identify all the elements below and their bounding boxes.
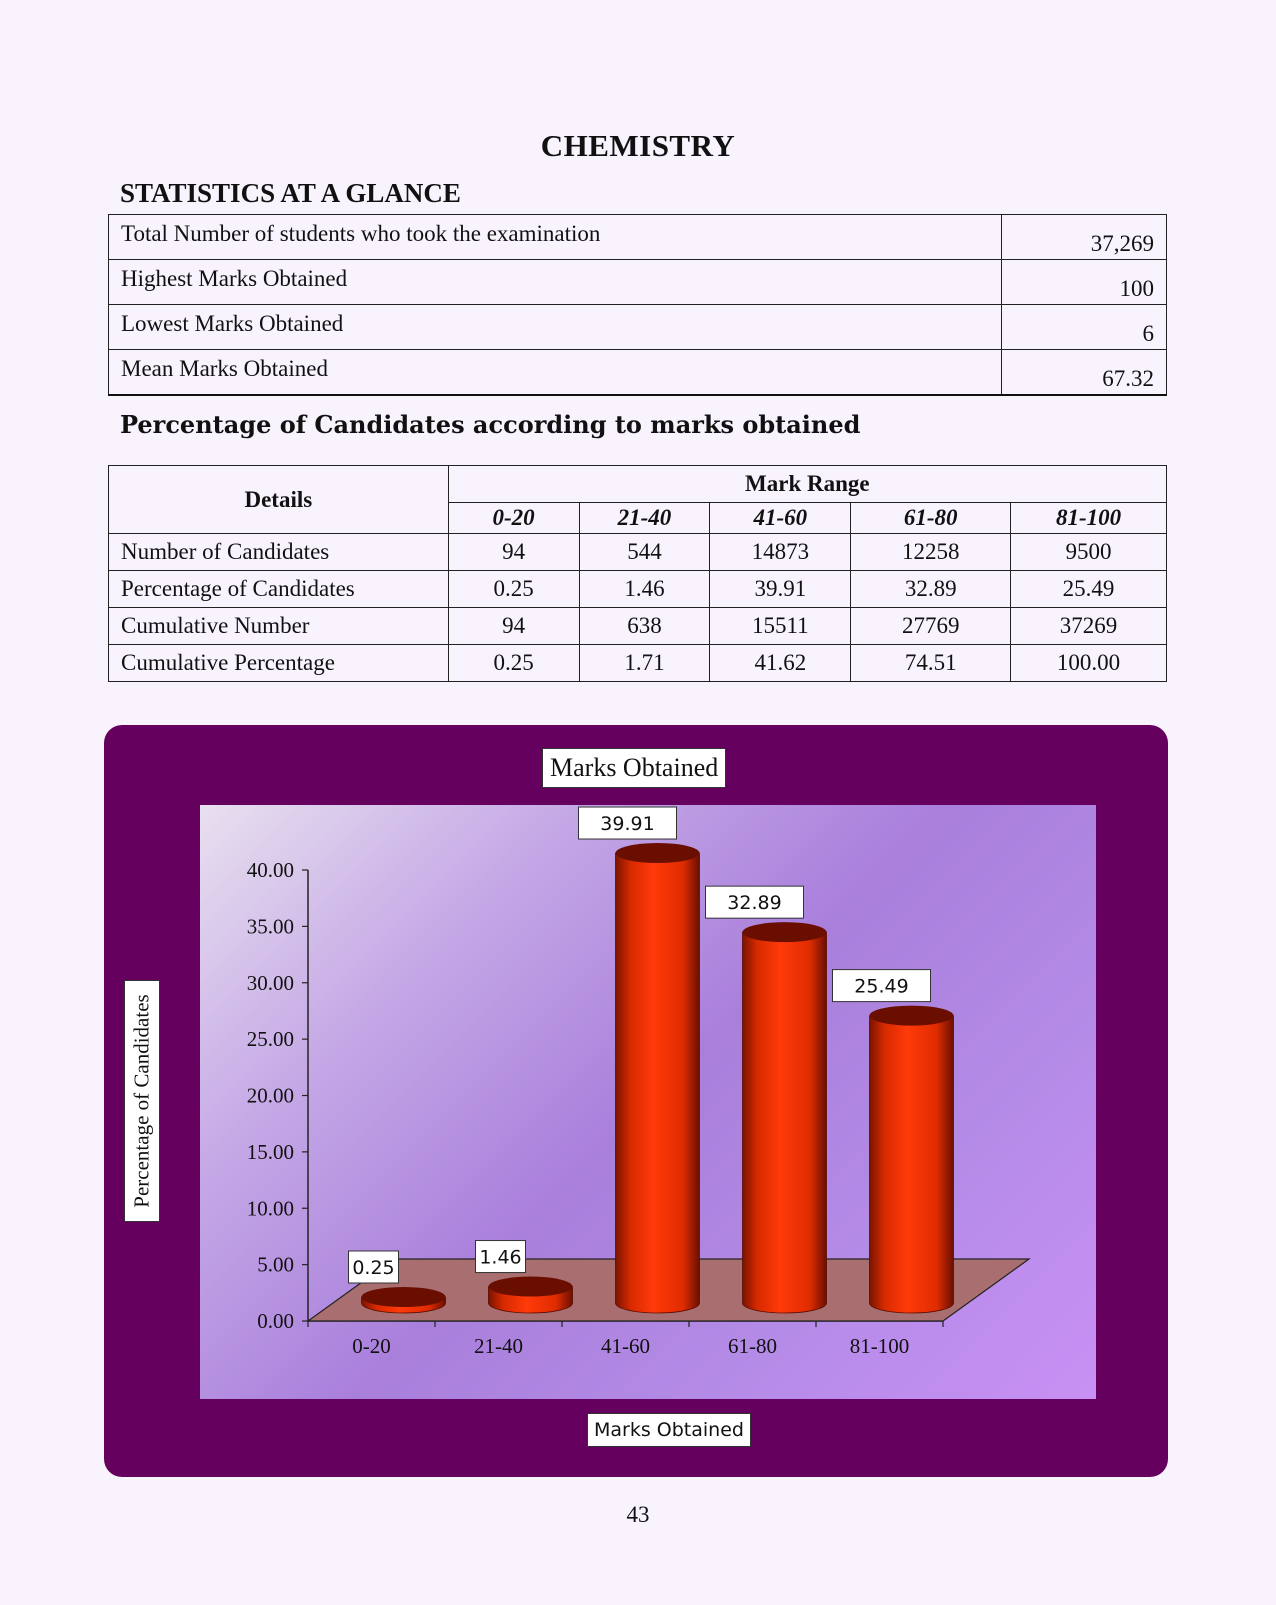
bar	[743, 932, 827, 1313]
range-header: 21-40	[579, 503, 710, 534]
y-tick-label: 10.00	[246, 1196, 294, 1221]
y-axis-label-text: Percentage of Candidates	[129, 994, 154, 1208]
range-header: 81-100	[1011, 503, 1167, 534]
stat-value: 37,269	[1002, 215, 1167, 260]
bar-chart	[104, 725, 1168, 1477]
section-title: STATISTICS AT A GLANCE	[120, 178, 461, 208]
stat-label: Total Number of students who took the examination	[109, 215, 1002, 260]
table-row	[109, 260, 1167, 305]
stat-value: 6	[1002, 305, 1167, 350]
table-row	[109, 534, 1167, 571]
bar	[616, 853, 700, 1313]
stat-value: 100	[1002, 260, 1167, 305]
table-cell: 1.71	[579, 645, 710, 682]
table-cell: 27769	[851, 608, 1011, 645]
table-cell: 94	[448, 608, 579, 645]
table-row	[109, 571, 1167, 608]
x-tick-label: 0-20	[352, 1334, 391, 1358]
table-row	[109, 608, 1167, 645]
table-cell: 0.25	[448, 645, 579, 682]
table-cell: 74.51	[851, 645, 1011, 682]
stat-label: Mean Marks Obtained	[109, 350, 1002, 396]
table-cell: 1.46	[579, 571, 710, 608]
row-label: Cumulative Percentage	[109, 645, 449, 682]
table-cell: 12258	[851, 534, 1011, 571]
bar-top	[489, 1277, 573, 1297]
chart-panel	[104, 725, 1168, 1477]
mark-range-header: Mark Range	[448, 466, 1166, 503]
table-cell: 0.25	[448, 571, 579, 608]
y-tick-label: 0.00	[257, 1309, 294, 1333]
row-label: Number of Candidates	[109, 534, 449, 571]
data-label: 32.89	[727, 892, 782, 915]
x-tick-label: 81-100	[849, 1334, 910, 1358]
y-tick-label: 35.00	[246, 914, 294, 939]
table-cell: 14873	[710, 534, 851, 571]
table-cell: 41.62	[710, 645, 851, 682]
data-label: 39.91	[600, 813, 655, 836]
bar-top	[870, 1006, 954, 1026]
y-tick-label: 30.00	[246, 970, 294, 995]
row-label: Cumulative Number	[109, 608, 449, 645]
table-cell: 638	[579, 608, 710, 645]
table-cell: 9500	[1011, 534, 1167, 571]
y-tick-label: 15.00	[246, 1139, 294, 1164]
y-tick-label: 25.00	[246, 1027, 294, 1052]
range-header: 0-20	[448, 503, 579, 534]
table-row	[109, 215, 1167, 260]
table-cell: 37269	[1011, 608, 1167, 645]
table-cell: 94	[448, 534, 579, 571]
row-label: Percentage of Candidates	[109, 571, 449, 608]
table-cell: 32.89	[851, 571, 1011, 608]
table-row	[109, 305, 1167, 350]
y-tick-label: 5.00	[257, 1252, 294, 1277]
data-label: 1.46	[479, 1246, 522, 1269]
x-tick-label: 21-40	[474, 1334, 523, 1358]
page-title: CHEMISTRY	[540, 128, 736, 163]
range-header: 61-80	[851, 503, 1011, 534]
subsection-title: Percentage of Candidates according to marks obtained	[120, 410, 861, 439]
range-header: 41-60	[710, 503, 851, 534]
bar	[870, 1016, 954, 1313]
table-cell: 25.49	[1011, 571, 1167, 608]
table-cell: 39.91	[710, 571, 851, 608]
y-tick-label: 20.00	[246, 1083, 294, 1108]
table-row	[109, 350, 1167, 396]
mark-range-table	[108, 465, 1167, 682]
table-cell: 15511	[710, 608, 851, 645]
chart-title: Marks Obtained	[542, 748, 726, 788]
table-cell: 100.00	[1011, 645, 1167, 682]
statistics-table	[108, 214, 1167, 396]
x-tick-label: 61-80	[728, 1334, 777, 1358]
stat-label: Lowest Marks Obtained	[109, 305, 1002, 350]
stat-label: Highest Marks Obtained	[109, 260, 1002, 305]
data-label: 0.25	[352, 1257, 395, 1279]
stat-value: 67.32	[1002, 350, 1167, 396]
bar-top	[362, 1287, 446, 1307]
data-label: 25.49	[854, 975, 909, 998]
table-header-row	[109, 466, 1167, 503]
page-number: 43	[626, 1502, 650, 1527]
y-tick-label: 40.00	[246, 858, 294, 882]
table-row	[109, 645, 1167, 682]
x-tick-label: 41-60	[601, 1334, 650, 1358]
table-cell: 544	[579, 534, 710, 571]
x-axis-label: Marks Obtained	[587, 1413, 751, 1447]
bar-top	[743, 922, 827, 942]
bar-top	[616, 843, 700, 863]
details-header: Details	[109, 466, 449, 534]
